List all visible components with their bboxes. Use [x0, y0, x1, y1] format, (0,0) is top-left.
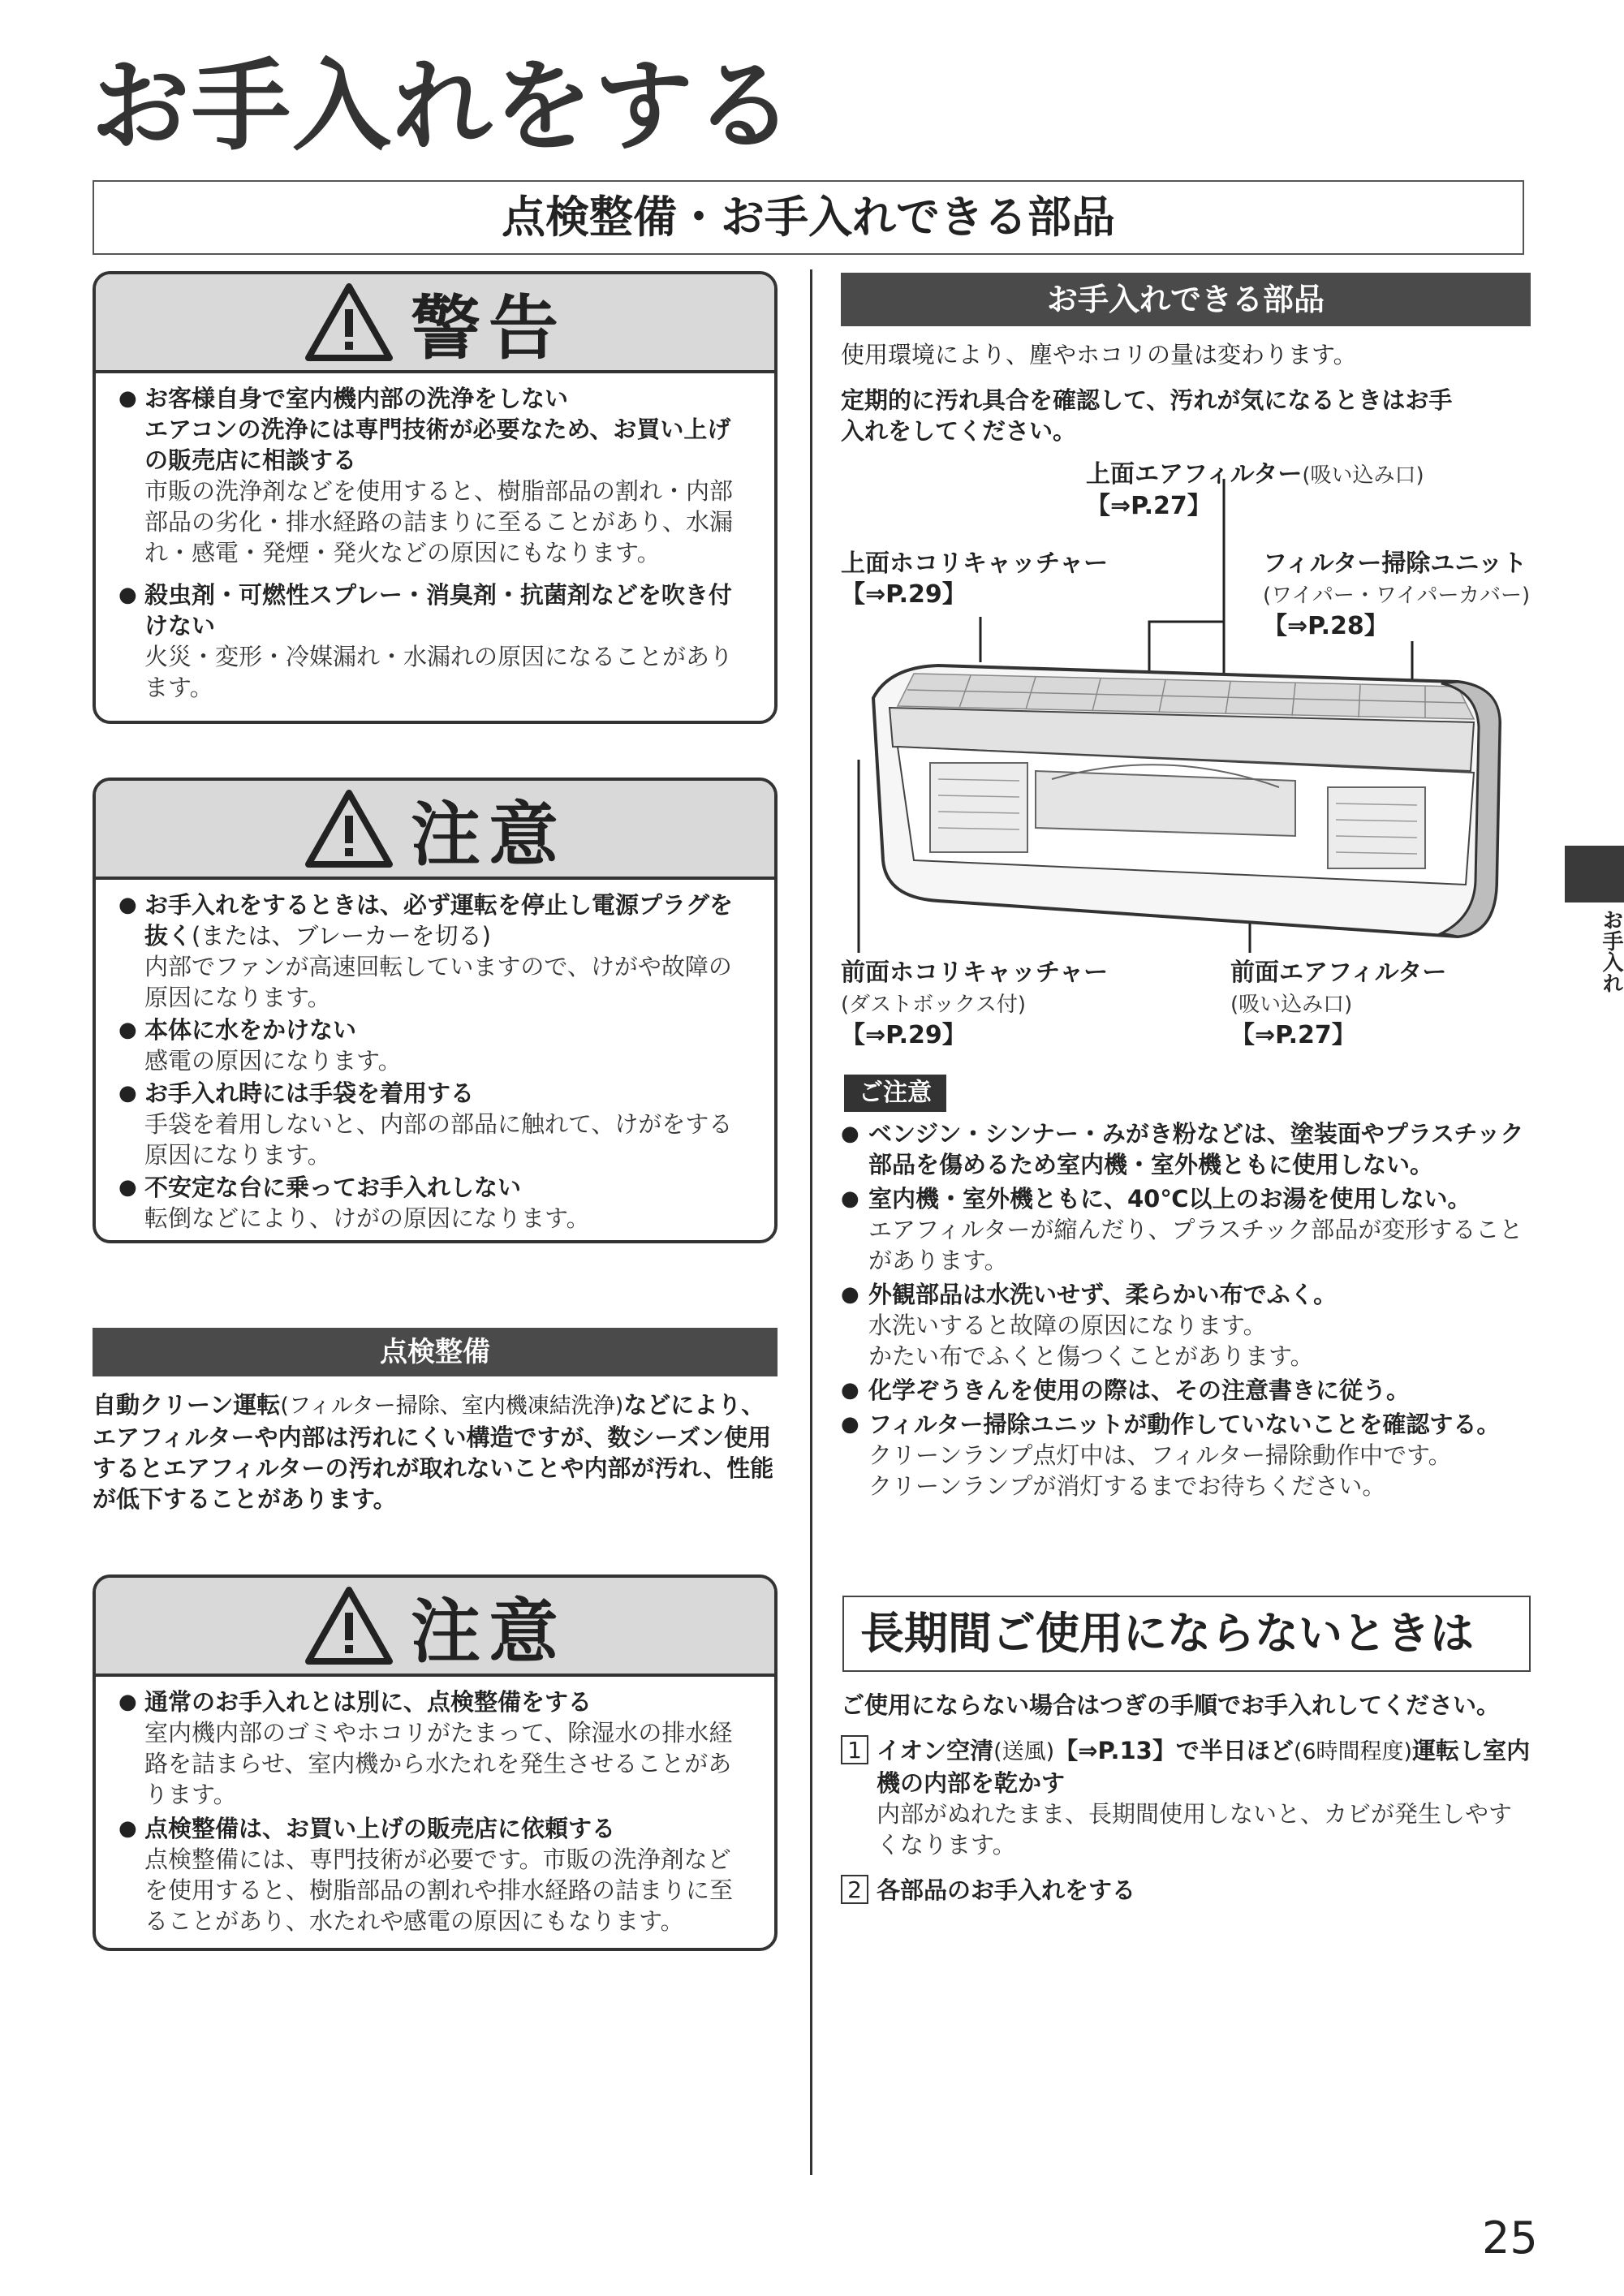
list-item: ● 室内機・室外機ともに、40℃以上のお湯を使用しない。 エアフィルターが縮んだり、プラスチック部品が変形することがあります。: [841, 1185, 1523, 1274]
step-1: 1 イオン空清(送風)【⇒P.13】で半日ほど(6時間程度)運転し室内機の内部を乾かす 内部がぬれたまま、長期間使用しないと、カビが発生しやすくなります。: [841, 1735, 1531, 1860]
item-heading: 点検整備は、お買い上げの販売店に依頼する: [144, 1815, 616, 1842]
air-conditioner-illustration: [841, 479, 1555, 966]
label-top-catcher: 上面ホコリキャッチャー 【⇒P.29】: [841, 549, 1109, 609]
item-body: 手袋を着用しないと、内部の部品に触れて、けがをする原因になります。: [144, 1110, 733, 1169]
label-filter-unit: フィルター掃除ユニット (ワイパー・ワイパーカバー) 【⇒P.28】: [1263, 549, 1531, 640]
item-heading: 不安定な台に乗ってお手入れしない: [144, 1174, 522, 1201]
notice-badge: ご注意: [844, 1075, 946, 1112]
label-front-filter: 前面エアフィルター (吸い込み口) 【⇒P.27】: [1230, 958, 1447, 1049]
section-banner: 点検整備・お手入れできる部品: [93, 180, 1524, 255]
item-heading: 本体に水をかけない: [144, 1016, 357, 1044]
caution-title: 注意: [411, 795, 566, 876]
side-tab-marker: [1565, 846, 1624, 902]
label-top-filter: 上面エアフィルター(吸い込み口) 【⇒P.27】: [1086, 460, 1424, 520]
list-item: ● 本体に水をかけない 感電の原因になります。: [118, 1014, 753, 1076]
item-heading: 殺虫剤・可燃性スプレー・消臭剤・抗菌剤などを吹き付けない: [144, 581, 732, 640]
item-heading: 通常のお手入れとは別に、点検整備をする: [144, 1688, 592, 1716]
long-term-heading: 長期間ご使用にならないときは: [842, 1596, 1531, 1672]
parts-intro: 使用環境により、塵やホコリの量は変わります。: [841, 341, 1357, 368]
list-item: ● 外観部品は水洗いせず、柔らかい布でふく。 水洗いすると故障の原因になります。 かたい布でふくと傷つくことがあります。: [841, 1281, 1338, 1370]
warning-triangle-icon: [304, 788, 394, 869]
label-front-catcher: 前面ホコリキャッチャー (ダストボックス付) 【⇒P.29】: [841, 958, 1109, 1049]
page-title: お手入れをする: [91, 49, 795, 164]
inspection-heading: 点検整備: [93, 1328, 778, 1376]
long-term-intro: ご使用にならない場合はつぎの手順でお手入れしてください。: [841, 1691, 1501, 1719]
item-body: 室内機内部のゴミやホコリがたまって、除湿水の排水経路を詰まらせ、室内機から水たれを発生させることがあります。: [144, 1719, 733, 1808]
list-item: ● 通常のお手入れとは別に、点検整備をする 室内機内部のゴミやホコリがたまって、除湿水の排水経路を詰まらせ、室内機から水たれを発生させることがあります。: [118, 1686, 753, 1810]
list-item: ● フィルター掃除ユニットが動作していないことを確認する。 クリーンランプ点灯中は、フィルター掃除動作中です。 クリーンランプが消灯するまでお待ちください。: [841, 1411, 1501, 1500]
step-number: 2: [841, 1875, 868, 1904]
caution-title: 注意: [411, 1592, 566, 1673]
list-item: ● お客様自身で室内機内部の洗浄をしない エアコンの洗浄には専門技術が必要なため、お買い上げの販売店に相談する 市販の洗浄剤などを使用すると、樹脂部品の割れ・内部部品の劣化・排水経路の詰まりに至ることがあり、水漏れ・感電・発煙・発火などの原因にもなります。: [118, 383, 753, 568]
warning-triangle-icon: [304, 1585, 394, 1666]
item-heading: お手入れ時には手袋を着用する: [144, 1079, 475, 1107]
inspection-text: 自動クリーン運転(フィルター掃除、室内機凍結洗浄)などにより、エアフィルターや内部は汚れにくい構造ですが、数シーズン使用するとエアフィルターの汚れが取れないことや内部が汚れ、性能が低下することがあります。: [93, 1391, 774, 1513]
column-divider: [810, 269, 812, 2175]
step-number: 1: [841, 1735, 868, 1764]
item-body: 感電の原因になります。: [144, 1047, 402, 1075]
step-2: 2 各部品のお手入れをする: [841, 1875, 1531, 1906]
list-item: ● お手入れをするときは、必ず運転を停止し電源プラグを抜く(または、ブレーカーを切る) 内部でファンが高速回転していますので、けがや故障の原因になります。: [118, 890, 753, 1013]
parts-heading: お手入れできる部品: [841, 273, 1531, 326]
item-heading: お手入れをするときは、必ず運転を停止し電源プラグを抜く: [144, 891, 734, 950]
list-item: ● お手入れ時には手袋を着用する 手袋を着用しないと、内部の部品に触れて、けがをする原因になります。: [118, 1078, 753, 1170]
list-item: ● 殺虫剤・可燃性スプレー・消臭剤・抗菌剤などを吹き付けない 火災・変形・冷媒漏れ・水漏れの原因になることがあります。: [118, 579, 753, 703]
parts-intro-bold: 定期的に汚れ具合を確認して、汚れが気になるときはお手入れをしてください。: [841, 386, 1453, 445]
warning-title: 警告: [411, 288, 566, 369]
item-body: 転倒などにより、けがの原因になります。: [144, 1204, 590, 1232]
list-item: ● ベンジン・シンナー・みがき粉などは、塗装面やプラスチック部品を傷めるため室内機・室外機ともに使用しない。: [841, 1120, 1524, 1178]
list-item: ● 点検整備は、お買い上げの販売店に依頼する 点検整備には、専門技術が必要です。市販の洗浄剤などを使用すると、樹脂部品の割れや排水経路の詰まりに至ることがあり、水たれや感電の原因にもなります。: [118, 1813, 753, 1936]
item-body: 市販の洗浄剤などを使用すると、樹脂部品の割れ・内部部品の劣化・排水経路の詰まりに至ることがあり、水漏れ・感電・発煙・発火などの原因にもなります。: [144, 477, 734, 566]
page-number: 25: [1482, 2212, 1538, 2264]
item-heading: お客様自身で室内機内部の洗浄をしない エアコンの洗浄には専門技術が必要なため、お買い上げの販売店に相談する: [144, 385, 731, 474]
list-item: ● 化学ぞうきんを使用の際は、その注意書きに従う。: [841, 1376, 1411, 1404]
notice-list: [841, 1118, 1531, 1505]
item-body: 点検整備には、専門技術が必要です。市販の洗浄剤などを使用すると、樹脂部品の割れや排水経路の詰まりに至ることがあり、水たれや感電の原因にもなります。: [144, 1846, 734, 1935]
item-body: 内部でファンが高速回転していますので、けがや故障の原因になります。: [144, 953, 732, 1011]
warning-triangle-icon: [304, 282, 394, 363]
list-item: ● 不安定な台に乗ってお手入れしない 転倒などにより、けがの原因になります。: [118, 1172, 753, 1234]
item-heading-note: (または、ブレーカーを切る): [192, 922, 491, 950]
warning-box: [93, 271, 778, 724]
caution-box-1: [93, 778, 778, 1243]
side-tab-label: お手入れ: [1599, 909, 1623, 993]
item-body: 火災・変形・冷媒漏れ・水漏れの原因になることがあります。: [144, 643, 734, 701]
caution-box-2: [93, 1574, 778, 1951]
